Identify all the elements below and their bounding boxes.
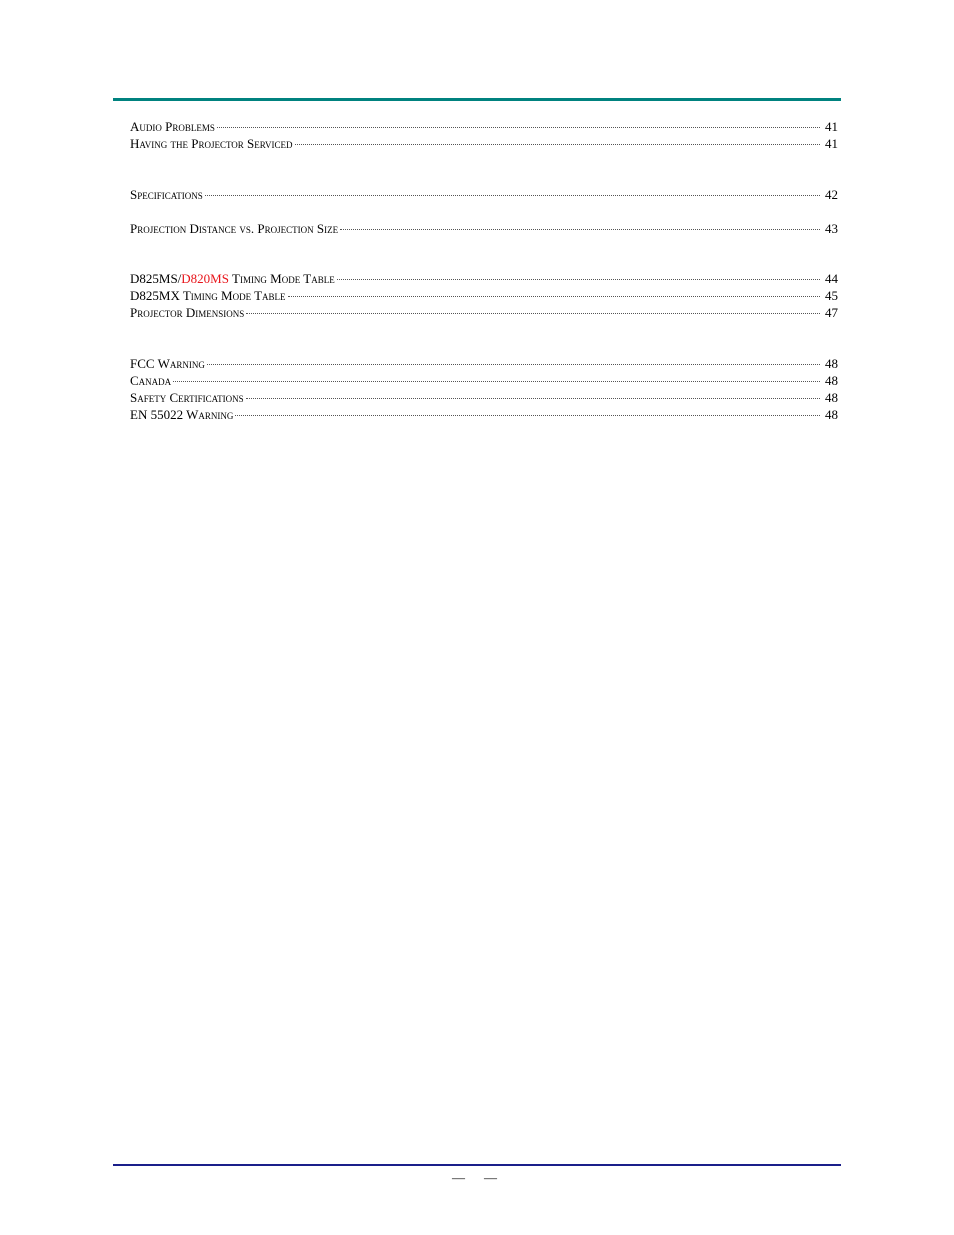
footer-rule bbox=[113, 1164, 841, 1166]
dot-leader bbox=[295, 144, 820, 145]
toc-entry-page: 48 bbox=[825, 390, 838, 405]
toc-entry-text: Having the Projector Serviced bbox=[130, 136, 293, 151]
toc-entry-page: 47 bbox=[825, 305, 838, 320]
dot-leader bbox=[205, 195, 820, 196]
toc-entry-title bbox=[130, 287, 286, 304]
toc-entry-prefix: EN 55022 bbox=[130, 407, 184, 422]
toc-entry-having-projector-serviced[interactable] bbox=[130, 135, 838, 152]
toc-entry-text: Projector Dimensions bbox=[130, 305, 245, 320]
toc-entry-title bbox=[130, 355, 205, 372]
toc-entry-page: 48 bbox=[825, 356, 838, 371]
toc-entry-text: Audio Problems bbox=[130, 119, 215, 134]
dot-leader bbox=[173, 381, 820, 382]
toc-entry-text: Timing Mode Table bbox=[228, 271, 335, 286]
toc-entry-canada[interactable] bbox=[130, 372, 838, 389]
toc-entry-page: 42 bbox=[825, 187, 838, 202]
toc-entry-text: Canada bbox=[130, 373, 172, 388]
toc-entry-projection-distance[interactable] bbox=[130, 220, 838, 237]
dot-leader bbox=[340, 229, 820, 230]
toc-entry-title bbox=[130, 118, 215, 135]
dot-leader bbox=[207, 364, 820, 365]
toc-entry-page: 48 bbox=[825, 407, 838, 422]
toc-entry-accent: D820MS bbox=[181, 271, 229, 286]
toc-entry-page: 44 bbox=[825, 271, 838, 286]
toc-entry-title bbox=[130, 372, 171, 389]
dot-leader bbox=[246, 313, 820, 314]
toc-entry-projector-dimensions[interactable] bbox=[130, 304, 838, 321]
toc-entry-prefix: D825MS/ bbox=[130, 271, 182, 286]
toc-entry-text: Safety Certifications bbox=[130, 390, 244, 405]
dot-leader bbox=[246, 398, 820, 399]
toc-entry-d825ms-timing-table[interactable] bbox=[130, 270, 838, 287]
toc-entry-fcc-warning[interactable] bbox=[130, 355, 838, 372]
toc-entry-page: 41 bbox=[825, 119, 838, 134]
toc-entry-title bbox=[130, 220, 338, 237]
footer-mark-left: — bbox=[452, 1170, 465, 1185]
toc-entry-page: 48 bbox=[825, 373, 838, 388]
toc-entry-d825mx-timing-table[interactable] bbox=[130, 287, 838, 304]
toc-entry-page: 41 bbox=[825, 136, 838, 151]
toc-entry-en55022-warning[interactable] bbox=[130, 406, 838, 423]
toc-entry-page: 45 bbox=[825, 288, 838, 303]
footer-mark-right: — bbox=[484, 1170, 497, 1185]
toc-entry-title bbox=[130, 186, 203, 203]
toc-entry-title bbox=[130, 304, 244, 321]
toc-entry-prefix: D825MX bbox=[130, 288, 180, 303]
dot-leader bbox=[288, 296, 820, 297]
toc-entry-specifications[interactable] bbox=[130, 186, 838, 203]
dot-leader bbox=[337, 279, 820, 280]
toc-entry-text: Projection Distance vs. Projection Size bbox=[130, 221, 339, 236]
toc-entry-prefix: FCC bbox=[130, 356, 155, 371]
toc-entry-audio-problems[interactable] bbox=[130, 118, 838, 135]
dot-leader bbox=[217, 127, 820, 128]
toc-entry-text: Warning bbox=[183, 407, 234, 422]
toc-entry-title bbox=[130, 406, 233, 423]
toc-entry-safety-certifications[interactable] bbox=[130, 389, 838, 406]
toc-entry-text: Warning bbox=[154, 356, 205, 371]
toc-entry-text: Specifications bbox=[130, 187, 203, 202]
toc-entry-title bbox=[130, 270, 335, 287]
toc-entry-title bbox=[130, 389, 244, 406]
toc-entry-title bbox=[130, 135, 293, 152]
toc-entry-page: 43 bbox=[825, 221, 838, 236]
toc-entry-text: Timing Mode Table bbox=[179, 288, 286, 303]
header-rule bbox=[113, 98, 841, 101]
dot-leader bbox=[235, 415, 820, 416]
